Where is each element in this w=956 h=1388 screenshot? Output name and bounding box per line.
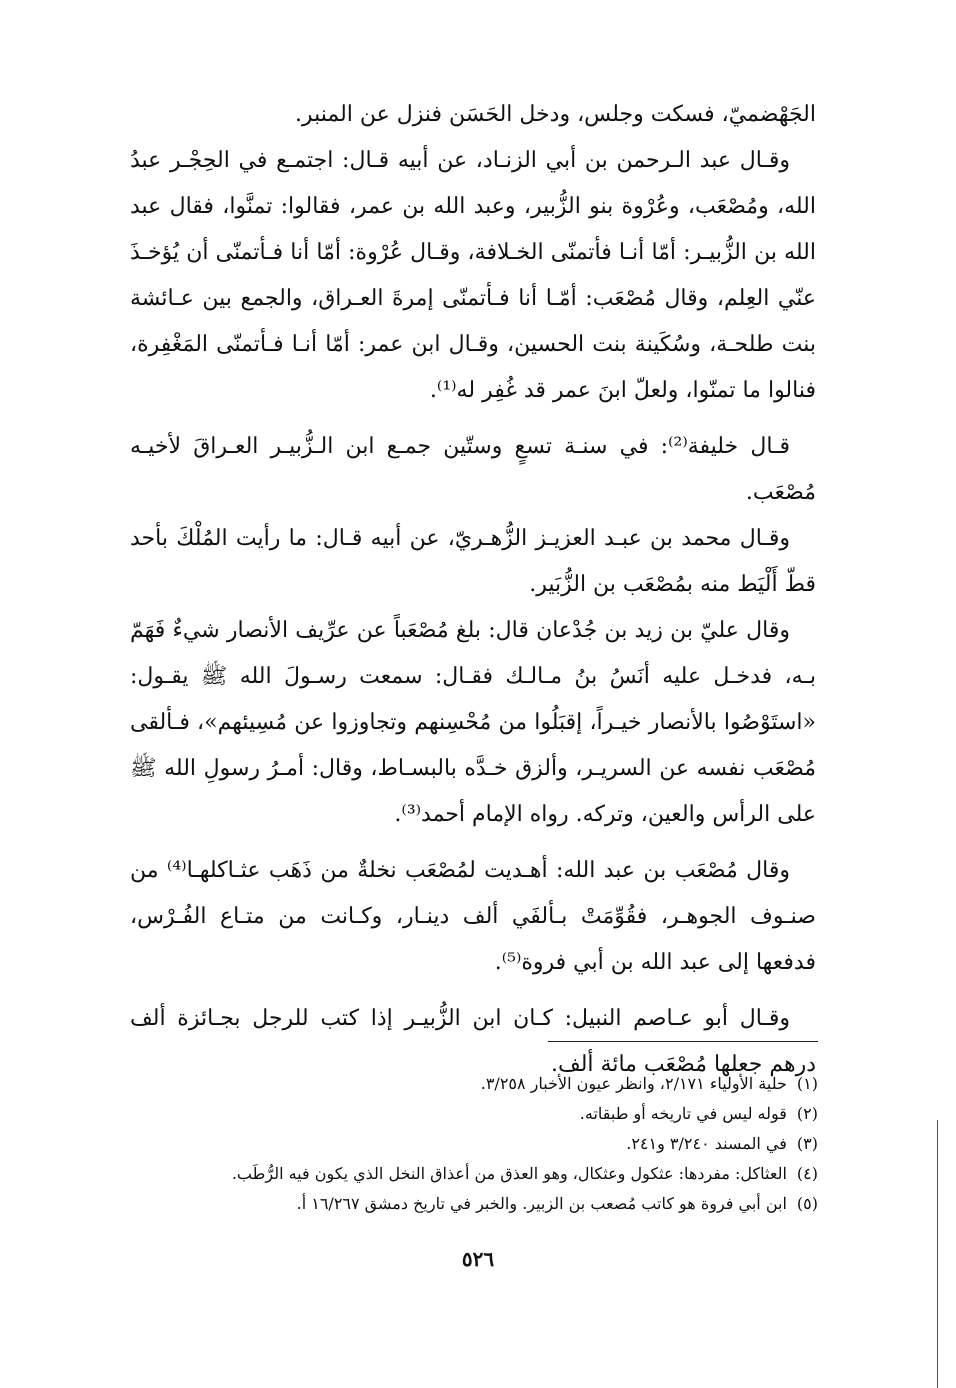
page-number: ٥٢٦ — [461, 1247, 495, 1271]
footnote-item — [150, 1099, 818, 1129]
footnote-text: قوله ليس في تاريخه أو طبقاته. — [579, 1104, 787, 1123]
paragraph: وقال مُصْعَب بن عبد الله: أهـديت لمُصْعَب نخلةٌ من ذَهَب عثـاكلهـا⁽⁴⁾ من صنـوف الجوهـر، فقُوِّمَتْ بـألفَي ألف دينـار، وكـانت من متـاع الفُـرْس، فدفعها إلى عبد الله بن أبي فروة⁽⁵⁾. — [130, 858, 816, 975]
footnote-item — [150, 1189, 818, 1219]
footnote-item — [150, 1129, 818, 1159]
footnote-text: ابن أبي فروة هو كاتب مُصعب بن الزبير. والخبر في تاريخ دمشق ١٦/٢٦٧ أ. — [296, 1194, 787, 1213]
paragraph: وقـال عبد الـرحمن بن أبي الزنـاد، عن أبيه قـال: اجتمـع في الحِجْـر عبدُ الله، ومُصْعَب، وعُرْوة بنو الزُّبير، وعبد الله بن عمر، فقالوا: تمنَّوا، فقال عبد الله بن الزُّبيـر: أمّا أنـا فأتمنّى الخـلافة، وقـال عُرْوة: أمّا أنا فـأتمنّى أن يُؤخـذَ عنّي العِلم، وقال مُصْعَب: أمّـا أنا فـأتمنّى إمرةَ العـراق، والجمع بين عـائشة بنت طلحـة، وسُكَينة بنت الحسين، وقـال ابن عمر: أمّا أنـا فـأتمنّى المَغْفِرة، فنالوا ما تمنّوا، ولعلّ ابنَ عمر قد غُفِر له⁽¹⁾. — [130, 148, 816, 403]
footnote-number: (١) — [796, 1074, 818, 1093]
footnote-item — [150, 1069, 818, 1099]
footnote-text: في المسند ٣/٢٤٠ و٢٤١. — [626, 1134, 787, 1153]
footnote-item — [150, 1159, 818, 1189]
paragraph: وقـال أبو عـاصم النبيل: كـان ابن الزُّبيـر إذا كتب للرجل بجـائزة ألف درهم جعلها مُصْعَب مائة ألف. — [130, 1006, 816, 1077]
paragraph: وقـال محمد بن عبـد العزيـز الزُّهـريّ، عن أبيه قـال: ما رأيت المُلْكَ بأحد قطّ أَلْيَط منه بمُصْعَب بن الزُّبَير. — [130, 526, 816, 597]
paragraph: قـال خليفة⁽²⁾: في سنـة تسعٍ وستّين جمـع ابن الـزُّبيـر العـراقَ لأخيـه مُصْعَب. — [130, 434, 816, 505]
footnote-text: العثاكل: مفردها: عثكول وعثكال، وهو العذق من أعذاق النخل الذي يكون فيه الرُّطَب. — [231, 1164, 787, 1183]
paragraph: وقال عليّ بن زيد بن جُدْعان قال: بلغ مُصْعَباً عن عرِّيف الأنصار شيءٌ فَهَمّ بـه، فدخـل عليه أنَسُ بنُ مـالـك فقـال: سمعت رسـولَ الله ﷺ يقـول: «استَوْصُوا بالأنصار خيـراً، إقبَلُوا من مُحْسِنهم وتجاوزوا عن مُسِيئهم»، فـألقى مُصْعَب نفسه عن السريـر، وألزق خـدَّه بالبسـاط، وقال: أمـرُ رسولِ الله ﷺ على الرأس والعين، وتركه. رواه الإمام أحمد⁽³⁾. — [130, 618, 816, 827]
paragraph: الجَهْضميّ، فسكت وجلس، ودخل الحَسَن فنزل عن المنبر. — [294, 102, 816, 127]
main-text — [130, 92, 816, 1088]
footnote-separator — [548, 1041, 818, 1042]
footnote-number: (٣) — [796, 1134, 818, 1153]
footnote-text: حلية الأولياء ٢/١٧١، وانظر عيون الأخبار ٣/٢٥٨. — [480, 1074, 787, 1093]
footnotes — [150, 1069, 818, 1219]
scan-edge-line — [937, 1120, 938, 1388]
footnote-number: (٤) — [796, 1164, 818, 1183]
footnote-number: (٢) — [796, 1104, 818, 1123]
footnote-number: (٥) — [796, 1194, 818, 1213]
